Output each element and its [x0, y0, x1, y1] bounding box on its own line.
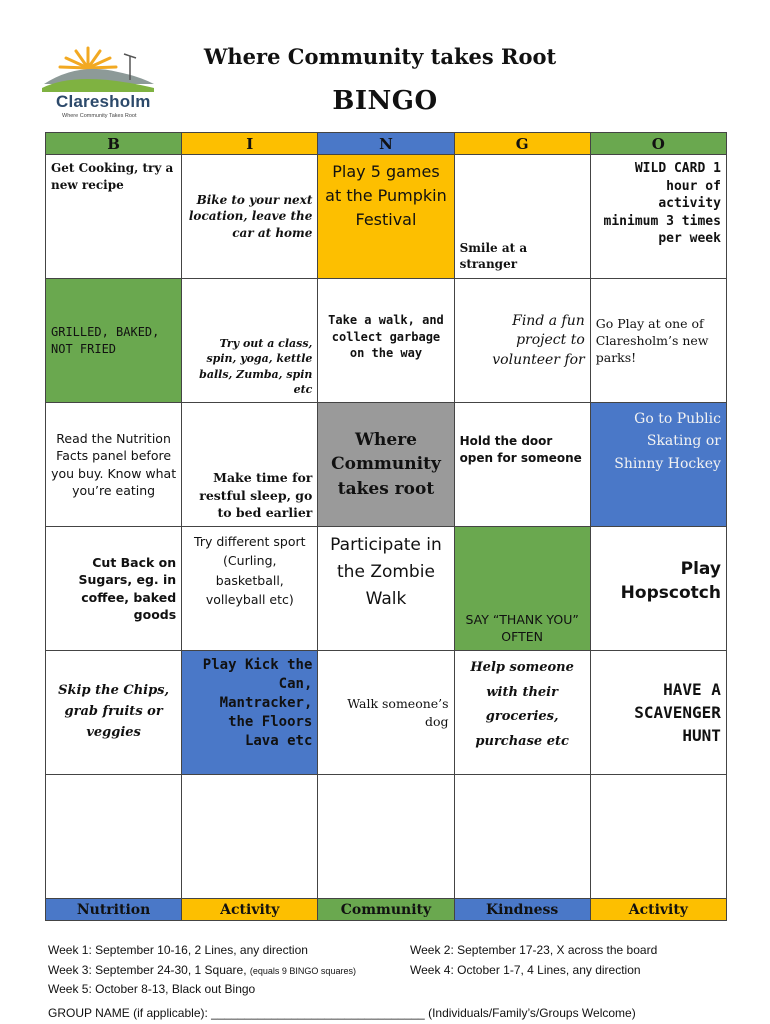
category-kindness: Kindness [454, 899, 590, 921]
bingo-square[interactable] [318, 279, 454, 403]
category-activity: Activity [182, 899, 318, 921]
bingo-card [45, 132, 727, 921]
category-row [46, 899, 727, 921]
bingo-square[interactable] [590, 155, 726, 279]
bingo-square[interactable] [46, 651, 182, 775]
square-text: Take a walk, and collect garbage on the way [328, 313, 444, 361]
bingo-square-blank[interactable] [46, 775, 182, 899]
group-name-label: GROUP NAME (if applicable): [48, 1006, 208, 1020]
bingo-row [46, 279, 727, 403]
column-header-g: G [454, 133, 590, 155]
bingo-square-blank[interactable] [454, 775, 590, 899]
bingo-square[interactable] [182, 651, 318, 775]
bingo-square-blank[interactable] [182, 775, 318, 899]
square-text: Walk someone’s dog [347, 696, 449, 729]
bingo-square-blank[interactable] [590, 775, 726, 899]
bingo-square[interactable] [182, 527, 318, 651]
square-text: Participate in the Zombie Walk [330, 535, 442, 610]
square-text: Play 5 games at the Pumpkin Festival [325, 162, 447, 229]
group-name-note: (Individuals/Family’s/Groups Welcome) [428, 1006, 636, 1020]
bingo-square[interactable] [454, 155, 590, 279]
square-text: Read the Nutrition Facts panel before you buy. Know what you’re eating [51, 431, 177, 498]
square-text: Hold the door open for someone [459, 433, 582, 465]
group-name-field[interactable]: ________________________________ [211, 1006, 425, 1020]
bingo-row [46, 527, 727, 651]
bingo-square[interactable] [182, 279, 318, 403]
page-title: Where Community takes Root [203, 44, 557, 69]
column-header-n: N [318, 133, 454, 155]
square-text: Try out a class, spin, yoga, kettle balls, Zumba, spin etc [199, 337, 313, 396]
bingo-square[interactable] [590, 403, 726, 527]
square-text: Make time for restful sleep, go to bed earlier [199, 470, 313, 520]
square-text: Go Play at one of Claresholm’s new parks! [595, 315, 709, 366]
logo-tagline: Where Community Takes Root [62, 113, 137, 119]
category-activity-2: Activity [590, 899, 726, 921]
bingo-row [46, 651, 727, 775]
square-text: Get Cooking, try a new recipe [51, 161, 174, 192]
week-3-text: Week 3: September 24-30, 1 Square, [48, 963, 247, 977]
square-text: Help someone with their groceries, purchase etc [470, 660, 574, 750]
square-text: WILD CARD 1 hour of activity minimum 3 times per week [603, 161, 721, 247]
square-text: Bike to your next location, leave the car at home [188, 192, 313, 240]
bingo-title: BINGO [332, 86, 438, 116]
square-text: GRILLED, BAKED, NOT FRIED [51, 324, 160, 356]
category-community: Community [318, 899, 454, 921]
week-3-rule [48, 963, 356, 977]
bingo-square[interactable] [590, 279, 726, 403]
bingo-square[interactable] [46, 403, 182, 527]
bingo-square[interactable] [318, 651, 454, 775]
column-header-i: I [182, 133, 318, 155]
category-nutrition: Nutrition [46, 899, 182, 921]
bingo-row-blank [46, 775, 727, 899]
bingo-square[interactable] [46, 155, 182, 279]
square-text: Skip the Chips, grab fruits or veggies [58, 683, 170, 740]
week-1-rule: Week 1: September 10-16, 2 Lines, any direction [48, 943, 308, 957]
logo-name: Claresholm [56, 92, 151, 111]
bingo-square[interactable] [590, 651, 726, 775]
bingo-square[interactable] [182, 403, 318, 527]
bingo-square-blank[interactable] [318, 775, 454, 899]
bingo-square[interactable] [318, 527, 454, 651]
bingo-square[interactable] [454, 527, 590, 651]
bingo-square[interactable] [590, 527, 726, 651]
bingo-row [46, 403, 727, 527]
week-3-note: (equals 9 BINGO squares) [249, 966, 356, 976]
bingo-square[interactable] [318, 155, 454, 279]
bingo-square[interactable] [454, 279, 590, 403]
bingo-square[interactable] [46, 279, 182, 403]
week-4-rule: Week 4: October 1-7, 4 Lines, any direction [410, 963, 641, 977]
bingo-square[interactable] [46, 527, 182, 651]
square-text: HAVE A SCAVENGER HUNT [634, 679, 721, 746]
bingo-row [46, 155, 727, 279]
week-5-rule: Week 5: October 8-13, Black out Bingo [48, 982, 256, 996]
bingo-square[interactable] [454, 403, 590, 527]
square-text: SAY “THANK YOU” OFTEN [465, 611, 579, 644]
column-header-o: O [590, 133, 726, 155]
column-header-b: B [46, 133, 182, 155]
column-header-row [46, 133, 727, 155]
square-text: Play Kick the Can, Mantracker, the Floors Lava etc [202, 657, 313, 749]
bingo-square[interactable] [454, 651, 590, 775]
square-text: Play Hopscotch [620, 559, 721, 603]
square-text: Where Community takes root [331, 429, 441, 499]
bingo-square[interactable] [182, 155, 318, 279]
square-text: Try different sport (Curling, basketball, volleyball etc) [194, 534, 306, 608]
square-text: Cut Back on Sugars, eg. in coffee, baked goods [78, 555, 177, 622]
group-name-line [48, 1006, 636, 1020]
square-text: Go to Public Skating or Shinny Hockey [614, 411, 721, 472]
square-text: Smile at a stranger [459, 240, 528, 272]
week-2-rule: Week 2: September 17-23, X across the board [410, 943, 658, 957]
free-square[interactable] [318, 403, 454, 527]
square-text: Find a fun project to volunteer for [492, 313, 585, 368]
